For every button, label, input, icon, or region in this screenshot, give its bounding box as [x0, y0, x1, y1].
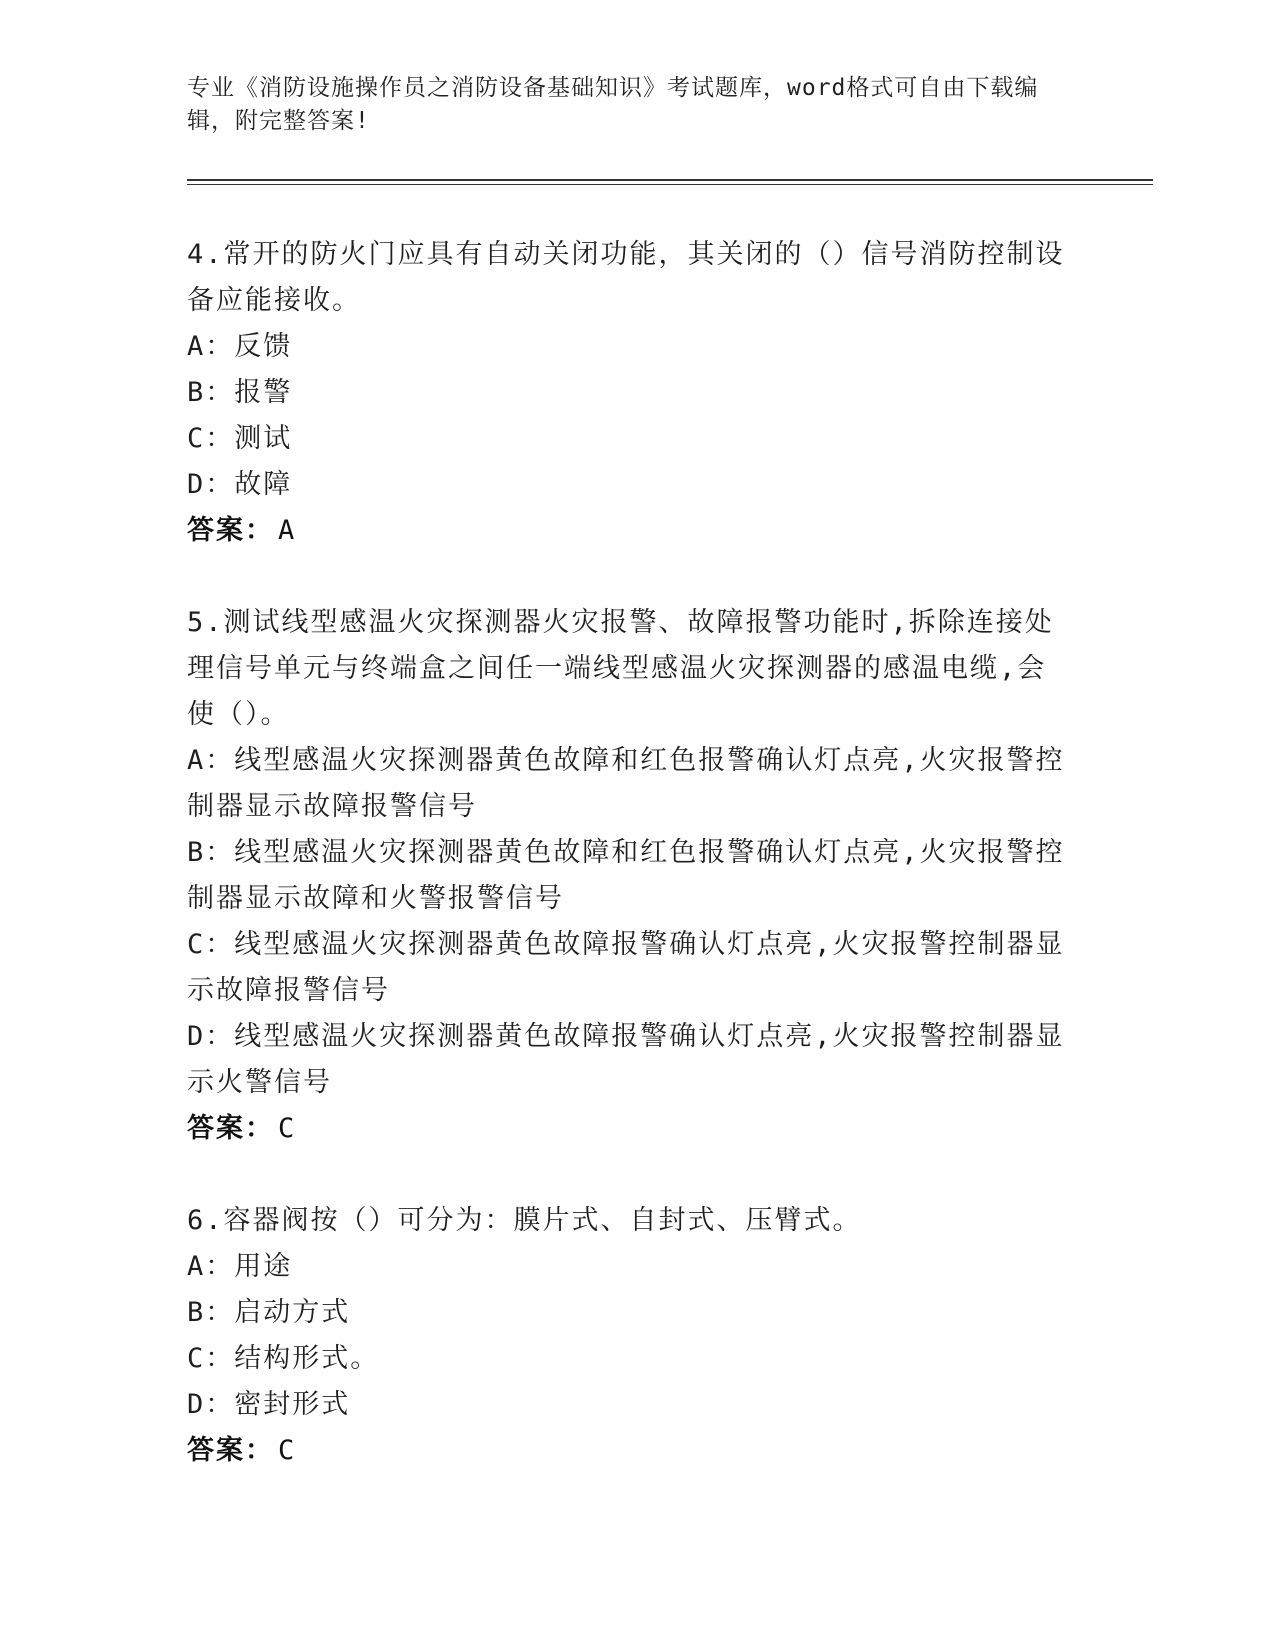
question-text: 5.测试线型感温火灾探测器火灾报警、故障报警功能时,拆除连接处理信号单元与终端盒之间任一端线型感温火灾探测器的感温电缆,会使（）。 [187, 607, 1054, 730]
answer-line [187, 1428, 1067, 1474]
answer-value: C [278, 1113, 297, 1144]
question-list [187, 232, 1067, 1520]
answer-label: 答案： [187, 515, 274, 546]
option-b: B：启动方式 [187, 1297, 351, 1328]
document-header: 专业《消防设施操作员之消防设备基础知识》考试题库，word格式可自由下载编辑，附完整答案! [187, 75, 1039, 134]
option-b: B：报警 [187, 377, 293, 408]
option-a: A：反馈 [187, 331, 293, 362]
answer-value: C [278, 1435, 297, 1466]
option-c: C：测试 [187, 423, 293, 454]
header-divider-thick [187, 179, 1153, 181]
option-d: D：密封形式 [187, 1389, 351, 1420]
question-5 [187, 600, 1067, 1152]
option-c: C：结构形式。 [187, 1343, 380, 1374]
header-divider-thin [187, 184, 1153, 185]
answer-label: 答案： [187, 1113, 274, 1144]
question-text: 4.常开的防火门应具有自动关闭功能，其关闭的（）信号消防控制设备应能接收。 [187, 239, 1065, 316]
option-a: A：线型感温火灾探测器黄色故障和红色报警确认灯点亮,火灾报警控制器显示故障报警信号 [187, 745, 1065, 822]
option-b: B：线型感温火灾探测器黄色故障和红色报警确认灯点亮,火灾报警控制器显示故障和火警报警信号 [187, 837, 1065, 914]
question-4 [187, 232, 1067, 554]
option-d: D：线型感温火灾探测器黄色故障报警确认灯点亮,火灾报警控制器显示火警信号 [187, 1021, 1065, 1098]
question-6 [187, 1198, 1067, 1474]
option-c: C：线型感温火灾探测器黄色故障报警确认灯点亮,火灾报警控制器显示故障报警信号 [187, 929, 1065, 1006]
answer-value: A [278, 515, 297, 546]
question-text: 6.容器阀按（）可分为：膜片式、自封式、压臂式。 [187, 1205, 862, 1236]
answer-line [187, 508, 1067, 554]
answer-label: 答案： [187, 1435, 274, 1466]
answer-line [187, 1106, 1067, 1152]
option-a: A：用途 [187, 1251, 293, 1282]
option-d: D：故障 [187, 469, 293, 500]
